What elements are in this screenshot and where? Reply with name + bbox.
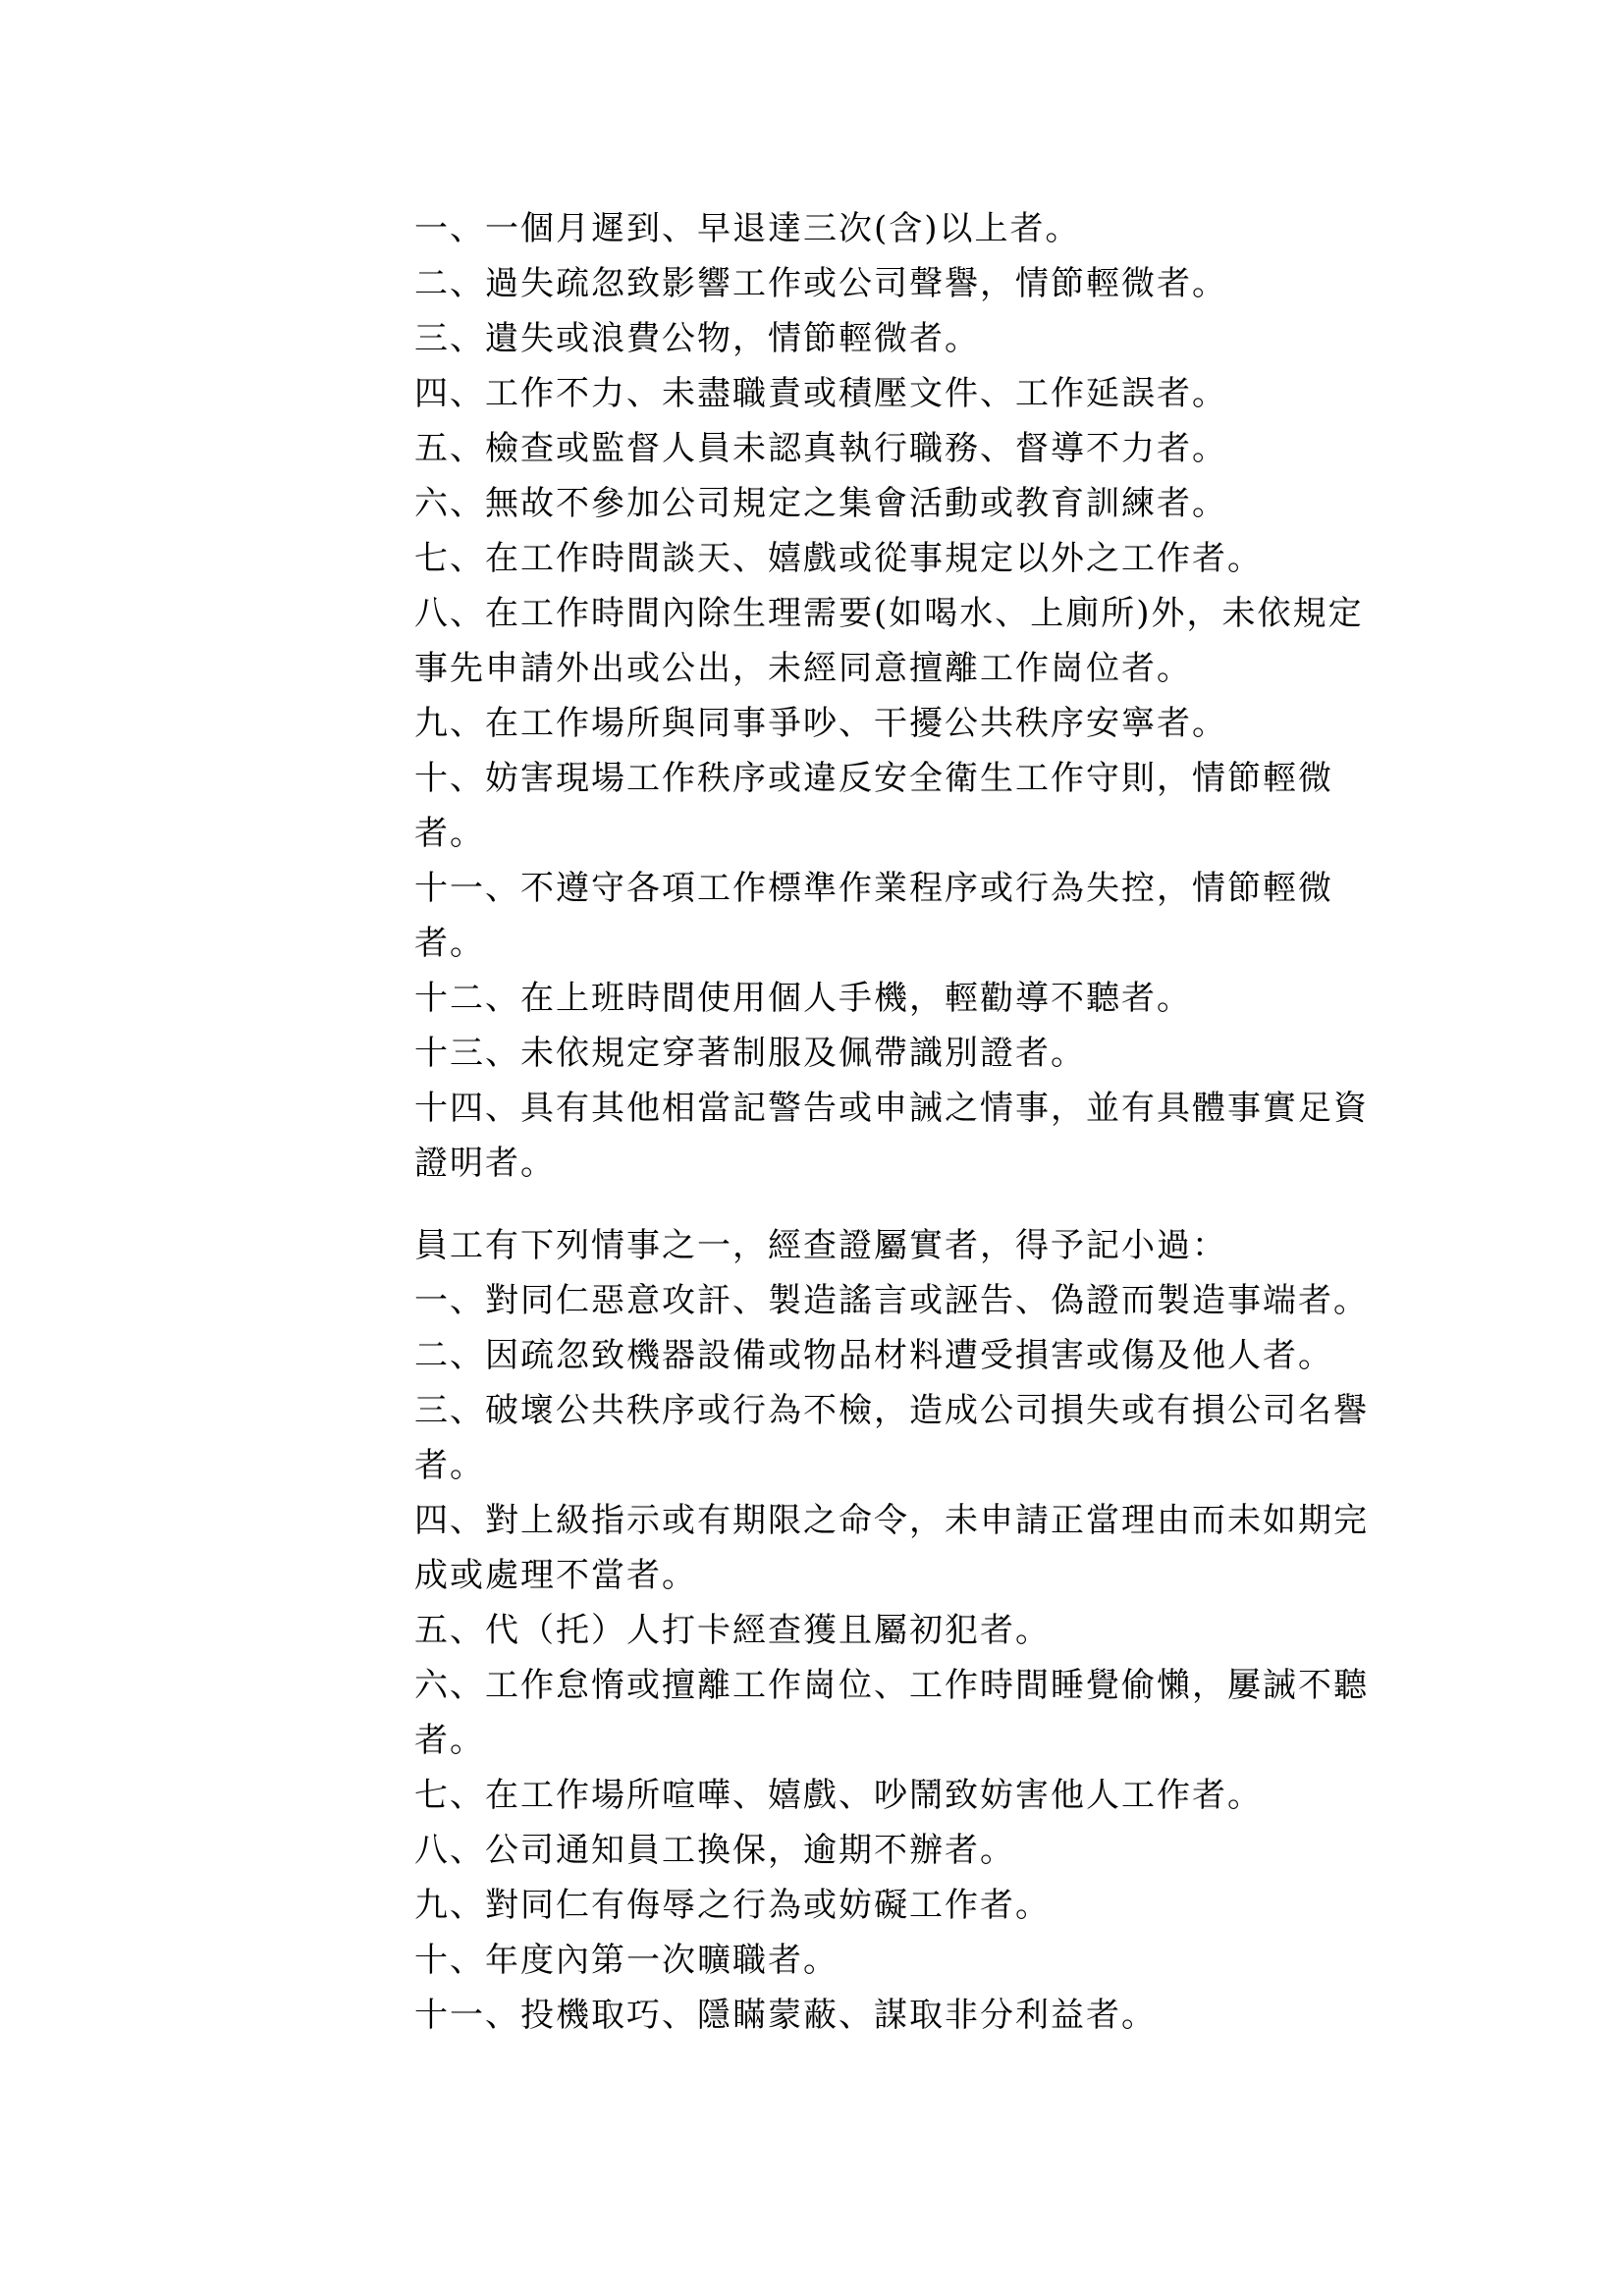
list-item: 十、年度內第一次曠職者。 — [414, 1941, 839, 1980]
list-item: 四、對上級指示或有期限之命令，未申請正當理由而未如期完成或處理不當者。 — [414, 1501, 1369, 1595]
list-item: 十一、投機取巧、隱瞞蒙蔽、謀取非分利益者。 — [414, 1996, 1157, 2035]
list-item: 六、工作怠惰或擅離工作崗位、工作時間睡覺偷懶，屢誡不聽者。 — [414, 1666, 1369, 1760]
list-item: 一、對同仁惡意攻訐、製造謠言或誣告、偽證而製造事端者。 — [414, 1281, 1369, 1320]
document-body — [414, 201, 1386, 2043]
list-item: 三、破壞公共秩序或行為不檢，造成公司損失或有損公司名譽者。 — [414, 1391, 1369, 1485]
list-item: 十、妨害現場工作秩序或違反安全衛生工作守則，情節輕微者。 — [414, 759, 1333, 853]
list-item: 八、在工作時間內除生理需要(如喝水、上廁所)外，未依規定事先申請外出或公出，未經同意擅離工作崗位者。 — [414, 594, 1364, 688]
list-item: 四、工作不力、未盡職責或積壓文件、工作延誤者。 — [414, 374, 1227, 413]
list-item: 十四、具有其他相當記警告或申誡之情事，並有具體事實足資證明者。 — [414, 1089, 1369, 1183]
list-item: 五、代（托）人打卡經查獲且屬初犯者。 — [414, 1611, 1051, 1650]
list-item: 七、在工作時間談天、嬉戲或從事規定以外之工作者。 — [414, 539, 1263, 578]
list-item: 二、因疏忽致機器設備或物品材料遭受損害或傷及他人者。 — [414, 1336, 1333, 1375]
list-item: 二、過失疏忽致影響工作或公司聲譽，情節輕微者。 — [414, 264, 1227, 303]
list-item: 三、遺失或浪費公物，情節輕微者。 — [414, 319, 980, 358]
list-item: 九、對同仁有侮辱之行為或妨礙工作者。 — [414, 1886, 1051, 1925]
list-item: 十三、未依規定穿著制服及佩帶識別證者。 — [414, 1034, 1086, 1073]
list-item: 八、公司通知員工換保，逾期不辦者。 — [414, 1831, 1015, 1870]
list-item: 十二、在上班時間使用個人手機，輕勸導不聽者。 — [414, 979, 1192, 1018]
warning-list — [414, 201, 1386, 1191]
minor-demerit-section — [414, 1218, 1386, 2043]
section-spacer — [414, 1191, 1386, 1218]
list-item: 九、在工作場所與同事爭吵、干擾公共秩序安寧者。 — [414, 704, 1227, 743]
list-item: 一、一個月遲到、早退達三次(含)以上者。 — [414, 209, 1081, 248]
list-item: 七、在工作場所喧嘩、嬉戲、吵鬧致妨害他人工作者。 — [414, 1776, 1263, 1815]
section-heading: 員工有下列情事之一，經查證屬實者，得予記小過： — [414, 1226, 1227, 1265]
list-item: 五、檢查或監督人員未認真執行職務、督導不力者。 — [414, 429, 1227, 468]
list-item: 十一、不遵守各項工作標準作業程序或行為失控，情節輕微者。 — [414, 869, 1333, 963]
list-item: 六、無故不參加公司規定之集會活動或教育訓練者。 — [414, 484, 1227, 523]
